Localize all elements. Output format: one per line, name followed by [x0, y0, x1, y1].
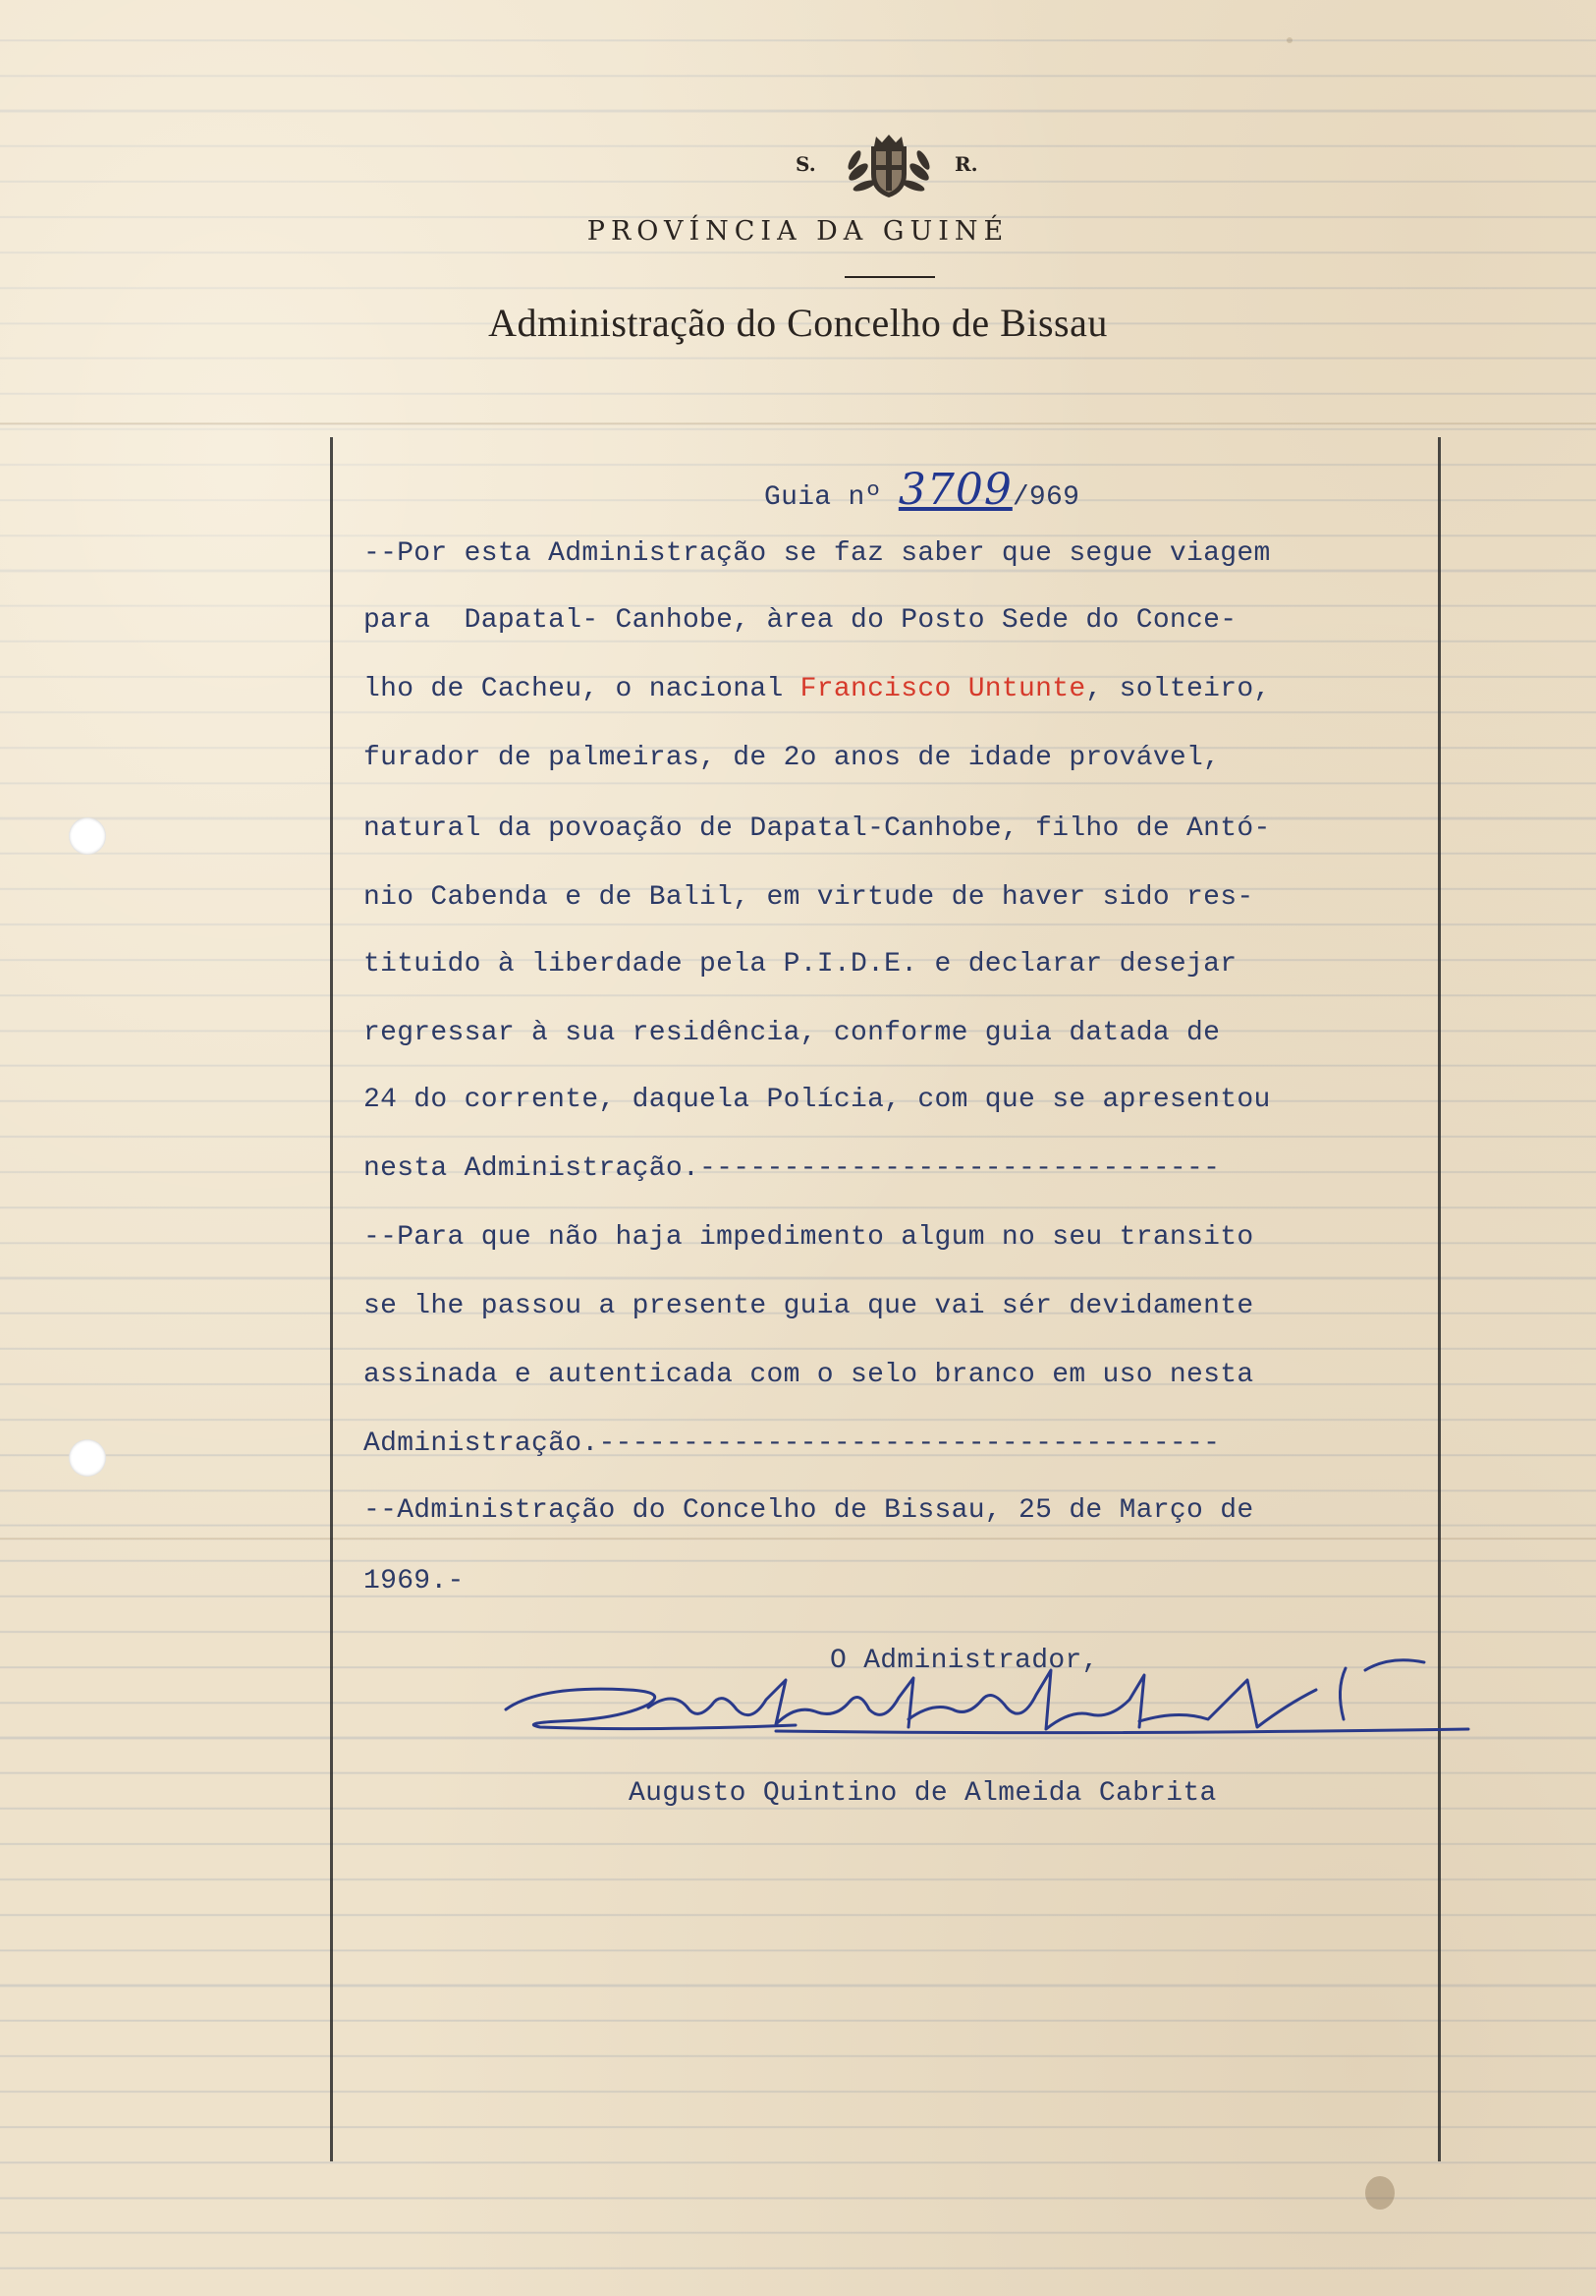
body-line [363, 1360, 1253, 1390]
seal-right-mark: R. [955, 152, 978, 176]
body-line [363, 674, 1271, 704]
body-text: para Dapatal- Canhobe, àrea do Posto Sede do Conce- [363, 605, 1238, 636]
stain-mark [1365, 2176, 1395, 2210]
right-margin-line [1438, 437, 1441, 2161]
speck-mark [1287, 37, 1293, 43]
body-line [363, 813, 1271, 844]
body-text: Administração.------------------------------------- [363, 1428, 1221, 1459]
body-line [363, 1566, 465, 1596]
body-line [363, 538, 1271, 569]
body-line [363, 949, 1237, 980]
body-text: --Por esta Administração se faz saber que segue viagem [363, 538, 1271, 569]
punch-hole-upper [69, 817, 106, 855]
body-text: --Para que não haja impedimento algum no seu transito [363, 1222, 1254, 1253]
body-line [363, 1222, 1253, 1253]
guia-label: Guia nº [764, 482, 882, 513]
body-text: , solteiro, [1085, 674, 1271, 704]
guia-year: /969 [1012, 482, 1080, 513]
coat-of-arms-icon [845, 133, 933, 201]
body-line [363, 1291, 1253, 1321]
body-text: tituido à liberdade pela P.I.D.E. e declarar desejar [363, 949, 1238, 980]
body-text: natural da povoação de Dapatal-Canhobe, filho de Antó- [363, 813, 1271, 844]
body-text: furador de palmeiras, de 2o anos de idade provável, [363, 743, 1221, 773]
heading-divider [845, 276, 935, 278]
administrator-title: O Administrador, [830, 1646, 1099, 1676]
fold-crease-bottom [0, 1538, 1596, 1540]
body-line [363, 743, 1220, 773]
seal-left-mark: S. [796, 152, 816, 176]
body-text: assinada e autenticada com o selo branco em uso nesta [363, 1360, 1254, 1390]
office-heading: Administração do Concelho de Bissau [488, 301, 1108, 345]
body-text: 24 do corrente, daquela Polícia, com que se apresentou [363, 1085, 1271, 1115]
guia-number-line [764, 465, 1079, 515]
body-line [363, 882, 1253, 913]
body-text: --Administração do Concelho de Bissau, 25 de Março de [363, 1495, 1254, 1526]
body-text: 1969.- [363, 1566, 465, 1596]
administrator-name: Augusto Quintino de Almeida Cabrita [629, 1778, 1217, 1809]
body-text: nesta Administração.------------------------------- [363, 1153, 1221, 1184]
left-margin-line [330, 437, 333, 2161]
body-line [363, 1085, 1271, 1115]
guia-number-handwritten: 3709 [898, 465, 1013, 515]
body-line [363, 1153, 1220, 1184]
signature-drawing [501, 1651, 1473, 1759]
body-line [363, 1495, 1253, 1526]
body-line [363, 1428, 1220, 1459]
body-line [363, 1018, 1220, 1048]
letterhead-seal-row [0, 133, 1596, 201]
body-text: nio Cabenda e de Balil, em virtude de haver sido res- [363, 882, 1254, 913]
person-name: Francisco Untunte [799, 674, 1086, 704]
fold-crease-top [0, 422, 1596, 425]
body-text: regressar à sua residência, conforme guia datada de [363, 1018, 1221, 1048]
province-heading: PROVÍNCIA DA GUINÉ [586, 216, 1010, 247]
body-line [363, 605, 1237, 636]
punch-hole-lower [69, 1439, 106, 1477]
body-text: se lhe passou a presente guia que vai sér devidamente [363, 1291, 1254, 1321]
body-text: lho de Cacheu, o nacional [363, 674, 800, 704]
